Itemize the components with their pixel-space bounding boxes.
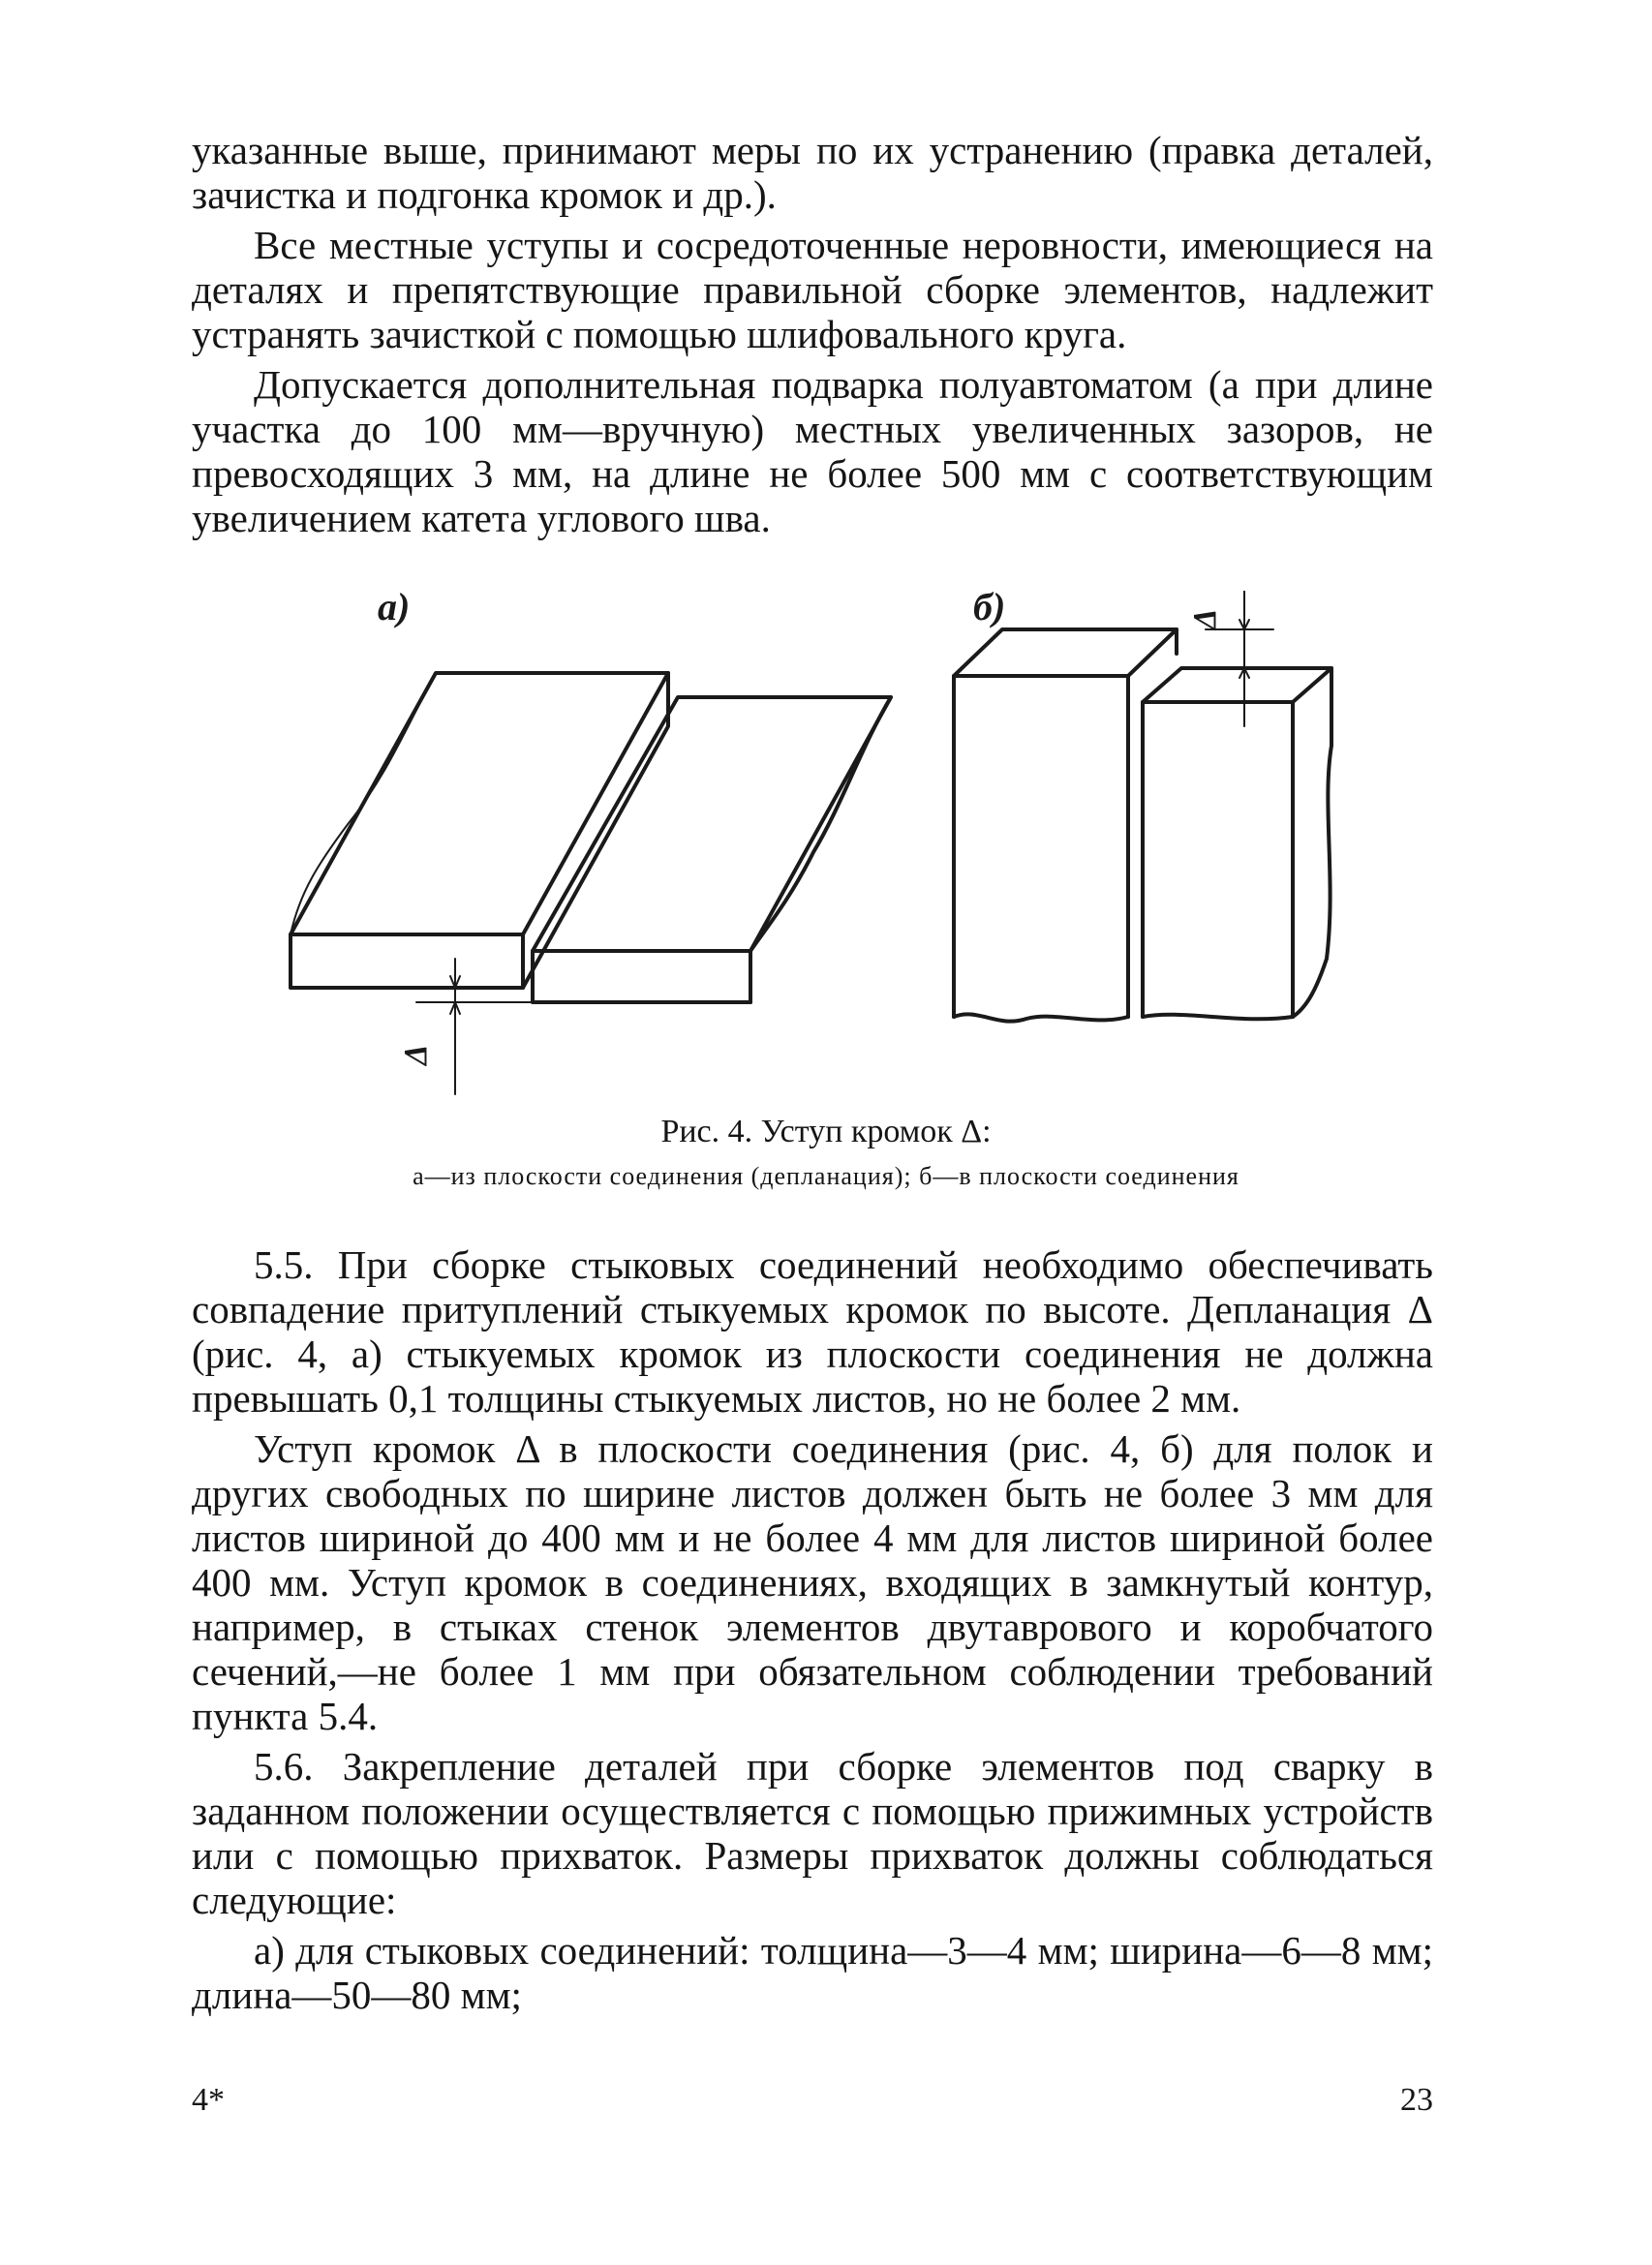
- footer-signature-mark: 4*: [192, 2082, 225, 2118]
- figure-a-right-plate: [533, 697, 891, 1002]
- figure-b-right-block: [1143, 668, 1331, 1019]
- figure-caption-subtitle: а—из плоскости соединения (депланация); б—в плоскости соединения: [413, 1162, 1239, 1190]
- paragraph-item-a: а) для стыковых соединений: толщина—3—4 мм; ширина—6—8 мм; длина—50—80 мм;: [192, 1928, 1433, 2017]
- figure-edge-offset-diagram: [261, 591, 1375, 1133]
- paragraph-continuation: указанные выше, принимают меры по их устранению (правка деталей, зачистка и подгонка кромок и др.).: [192, 128, 1433, 217]
- figure-label-a: а): [378, 591, 411, 628]
- paragraph-5-6: 5.6. Закрепление деталей при сборке элементов под сварку в заданном положении осуществляется с помощью прижимных устройств или с помощью прихваток. Размеры прихваток должны соблюдаться следующие:: [192, 1744, 1433, 1922]
- paragraph-5-5: 5.5. При сборке стыковых соединений необходимо обеспечивать совпадение притуплений стыкуемых кромок по высоте. Депланация Δ (рис. 4, а) стыкуемых кромок из плоскости соединения не должна превышать 0,1 толщины стыкуемых листов, но не более 2 мм.: [192, 1242, 1433, 1421]
- figure-a-left-plate: [291, 673, 668, 988]
- top-text-block: [192, 128, 1433, 546]
- paragraph-edge-offset: Уступ кромок Δ в плоскости соединения (рис. 4, б) для полок и других свободных по ширине листов должен быть не более 3 мм для листов шириной до 400 мм и не более 4 мм для листов шириной более 400 мм. Уступ кромок в соединениях, входящих в замкнутый контур, например, в стыках стенок элементов двутаврового и коробчатого сечений,—не более 1 мм при обязательном соблюдении требований пункта 5.4.: [192, 1426, 1433, 1738]
- figure-caption-title: Рис. 4. Уступ кромок Δ:: [660, 1114, 992, 1149]
- paragraph-additional-welding: Допускается дополнительная подварка полуавтоматом (а при длине участка до 100 мм—вручную) местных увеличенных зазоров, не превосходящих 3 мм, на длине не более 500 мм с соответствующим увеличением катета углового шва.: [192, 362, 1433, 540]
- paragraph-local-steps: Все местные уступы и сосредоточенные неровности, имеющиеся на деталях и препятствующие правильной сборке элементов, надлежит устранять зачисткой с помощью шлифовального круга.: [192, 223, 1433, 356]
- figure-label-b: б): [973, 591, 1006, 628]
- lower-text-block: [192, 1242, 1433, 2023]
- figure-a-delta-dimension: [416, 959, 533, 1094]
- page-number: 23: [1400, 2082, 1433, 2118]
- figure-b-delta-label: Δ: [1187, 608, 1223, 629]
- figure-a-delta-label: Δ: [398, 1044, 434, 1065]
